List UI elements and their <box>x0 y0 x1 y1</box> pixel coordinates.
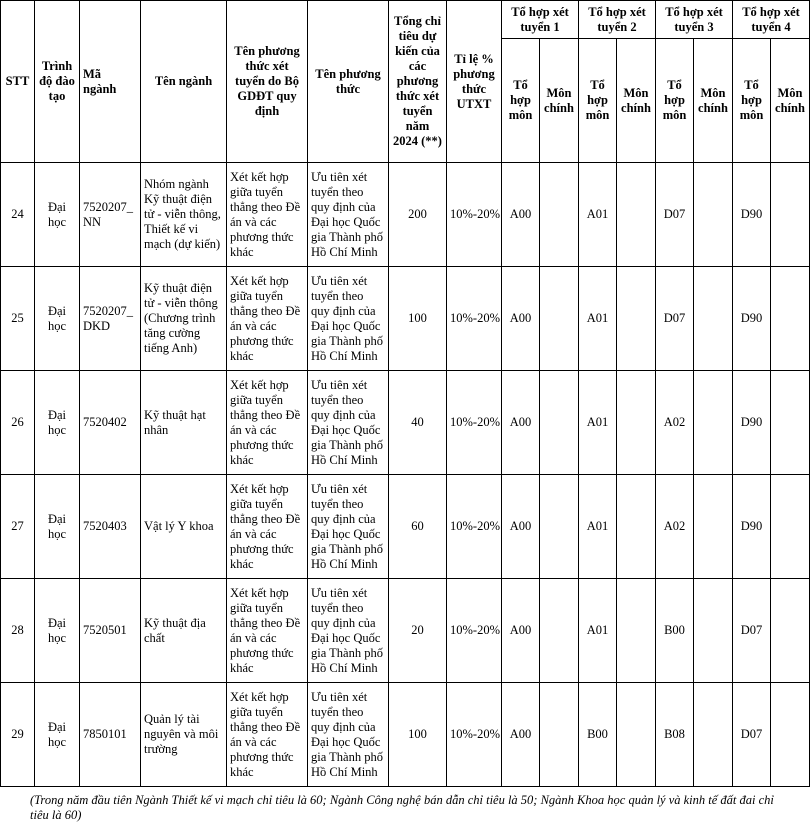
cell-ma-nganh: 7850101 <box>80 683 141 787</box>
subheader-mon-chinh: Môn chính <box>617 39 656 163</box>
cell-ma-nganh: 7520403 <box>80 475 141 579</box>
header-stt: STT <box>1 1 35 163</box>
cell-to-hop-4: D07 <box>733 579 771 683</box>
cell-ten-nganh: Vật lý Y khoa <box>141 475 227 579</box>
cell-to-hop-4: D90 <box>733 267 771 371</box>
header-ti-le: Tỉ lệ % phương thức UTXT <box>447 1 502 163</box>
subheader-mon-chinh: Môn chính <box>771 39 810 163</box>
cell-pt-bo: Xét kết hợp giữa tuyển thẳng theo Đề án và các phương thức khác <box>227 683 308 787</box>
cell-mon-chinh-4 <box>771 475 810 579</box>
cell-chi-tieu: 20 <box>389 579 447 683</box>
table-row <box>1 475 810 579</box>
header-trinh-do: Trình độ đào tạo <box>35 1 80 163</box>
cell-trinh-do: Đại học <box>35 475 80 579</box>
cell-pt: Ưu tiên xét tuyển theo quy định của Đại học Quốc gia Thành phố Hồ Chí Minh <box>308 683 389 787</box>
cell-mon-chinh-3 <box>694 579 733 683</box>
cell-pt-bo: Xét kết hợp giữa tuyển thẳng theo Đề án và các phương thức khác <box>227 579 308 683</box>
cell-mon-chinh-1 <box>540 475 579 579</box>
cell-trinh-do: Đại học <box>35 163 80 267</box>
cell-chi-tieu: 100 <box>389 683 447 787</box>
cell-ten-nganh: Kỹ thuật địa chất <box>141 579 227 683</box>
cell-pt: Ưu tiên xét tuyển theo quy định của Đại học Quốc gia Thành phố Hồ Chí Minh <box>308 163 389 267</box>
cell-trinh-do: Đại học <box>35 579 80 683</box>
cell-ti-le: 10%-20% <box>447 371 502 475</box>
cell-ti-le: 10%-20% <box>447 579 502 683</box>
cell-to-hop-2: A01 <box>579 163 617 267</box>
cell-ten-nganh: Kỹ thuật điện tử - viễn thông (Chương trình tăng cường tiếng Anh) <box>141 267 227 371</box>
cell-mon-chinh-2 <box>617 475 656 579</box>
cell-to-hop-4: D90 <box>733 163 771 267</box>
cell-ten-nganh: Nhóm ngành Kỹ thuật điện tử - viễn thông, Thiết kế vi mạch (dự kiến) <box>141 163 227 267</box>
cell-pt-bo: Xét kết hợp giữa tuyển thẳng theo Đề án và các phương thức khác <box>227 267 308 371</box>
cell-ma-nganh: 7520207_ NN <box>80 163 141 267</box>
cell-ten-nganh: Kỹ thuật hạt nhân <box>141 371 227 475</box>
footnote: (Trong năm đầu tiên Ngành Thiết kế vi mạch chỉ tiêu là 60; Ngành Công nghệ bán dẫn chỉ tiêu là 50; Ngành Khoa học quản lý và kinh tế đất đai chỉ tiêu là 60) <box>30 793 774 822</box>
cell-ma-nganh: 7520501 <box>80 579 141 683</box>
cell-mon-chinh-3 <box>694 267 733 371</box>
header-to-hop-4: Tổ hợp xét tuyển 4 <box>733 1 810 39</box>
cell-ti-le: 10%-20% <box>447 267 502 371</box>
cell-mon-chinh-1 <box>540 683 579 787</box>
cell-pt: Ưu tiên xét tuyển theo quy định của Đại học Quốc gia Thành phố Hồ Chí Minh <box>308 579 389 683</box>
header-ten-phuong-thuc-bo: Tên phương thức xét tuyển do Bộ GDĐT quy định <box>227 1 308 163</box>
header-tong-chi-tieu: Tổng chỉ tiêu dự kiến của các phương thức xét tuyển năm 2024 (**) <box>389 1 447 163</box>
header-ten-nganh: Tên ngành <box>141 1 227 163</box>
header-to-hop-1: Tổ hợp xét tuyển 1 <box>502 1 579 39</box>
cell-pt-bo: Xét kết hợp giữa tuyển thẳng theo Đề án và các phương thức khác <box>227 475 308 579</box>
cell-mon-chinh-4 <box>771 267 810 371</box>
cell-to-hop-2: B00 <box>579 683 617 787</box>
cell-trinh-do: Đại học <box>35 267 80 371</box>
cell-chi-tieu: 40 <box>389 371 447 475</box>
cell-mon-chinh-2 <box>617 683 656 787</box>
cell-to-hop-2: A01 <box>579 267 617 371</box>
cell-to-hop-1: A00 <box>502 579 540 683</box>
cell-pt: Ưu tiên xét tuyển theo quy định của Đại học Quốc gia Thành phố Hồ Chí Minh <box>308 371 389 475</box>
table-row <box>1 683 810 787</box>
header-ma-nganh: Mã ngành <box>80 1 141 163</box>
cell-mon-chinh-3 <box>694 475 733 579</box>
table-row <box>1 371 810 475</box>
cell-to-hop-3: D07 <box>656 267 694 371</box>
subheader-to-hop-mon: Tổ hợp môn <box>733 39 771 163</box>
cell-ten-nganh: Quản lý tài nguyên và môi trường <box>141 683 227 787</box>
cell-pt: Ưu tiên xét tuyển theo quy định của Đại học Quốc gia Thành phố Hồ Chí Minh <box>308 267 389 371</box>
cell-mon-chinh-2 <box>617 267 656 371</box>
cell-ma-nganh: 7520207_ DKD <box>80 267 141 371</box>
header-ten-phuong-thuc: Tên phương thức <box>308 1 389 163</box>
cell-mon-chinh-1 <box>540 371 579 475</box>
cell-to-hop-3: D07 <box>656 163 694 267</box>
cell-ti-le: 10%-20% <box>447 475 502 579</box>
cell-chi-tieu: 60 <box>389 475 447 579</box>
cell-mon-chinh-2 <box>617 579 656 683</box>
cell-stt: 28 <box>1 579 35 683</box>
cell-trinh-do: Đại học <box>35 683 80 787</box>
cell-stt: 24 <box>1 163 35 267</box>
cell-pt: Ưu tiên xét tuyển theo quy định của Đại học Quốc gia Thành phố Hồ Chí Minh <box>308 475 389 579</box>
cell-ti-le: 10%-20% <box>447 683 502 787</box>
cell-mon-chinh-1 <box>540 267 579 371</box>
cell-stt: 26 <box>1 371 35 475</box>
cell-mon-chinh-3 <box>694 371 733 475</box>
cell-mon-chinh-4 <box>771 579 810 683</box>
cell-to-hop-3: A02 <box>656 475 694 579</box>
cell-to-hop-1: A00 <box>502 371 540 475</box>
cell-to-hop-3: B08 <box>656 683 694 787</box>
cell-ma-nganh: 7520402 <box>80 371 141 475</box>
cell-to-hop-2: A01 <box>579 579 617 683</box>
cell-trinh-do: Đại học <box>35 371 80 475</box>
cell-mon-chinh-2 <box>617 371 656 475</box>
cell-pt-bo: Xét kết hợp giữa tuyển thẳng theo Đề án và các phương thức khác <box>227 163 308 267</box>
cell-to-hop-1: A00 <box>502 163 540 267</box>
table-row <box>1 579 810 683</box>
subheader-to-hop-mon: Tổ hợp môn <box>656 39 694 163</box>
cell-chi-tieu: 200 <box>389 163 447 267</box>
subheader-mon-chinh: Môn chính <box>540 39 579 163</box>
cell-mon-chinh-4 <box>771 163 810 267</box>
table-row <box>1 267 810 371</box>
cell-stt: 29 <box>1 683 35 787</box>
cell-chi-tieu: 100 <box>389 267 447 371</box>
table-row <box>1 163 810 267</box>
cell-to-hop-2: A01 <box>579 371 617 475</box>
cell-to-hop-1: A00 <box>502 267 540 371</box>
subheader-to-hop-mon: Tổ hợp môn <box>579 39 617 163</box>
cell-mon-chinh-1 <box>540 163 579 267</box>
cell-to-hop-3: A02 <box>656 371 694 475</box>
cell-ti-le: 10%-20% <box>447 163 502 267</box>
cell-stt: 27 <box>1 475 35 579</box>
header-to-hop-2: Tổ hợp xét tuyển 2 <box>579 1 656 39</box>
cell-mon-chinh-3 <box>694 683 733 787</box>
header-to-hop-3: Tổ hợp xét tuyển 3 <box>656 1 733 39</box>
subheader-to-hop-mon: Tổ hợp môn <box>502 39 540 163</box>
cell-mon-chinh-3 <box>694 163 733 267</box>
cell-to-hop-2: A01 <box>579 475 617 579</box>
cell-mon-chinh-4 <box>771 371 810 475</box>
cell-to-hop-4: D07 <box>733 683 771 787</box>
cell-to-hop-4: D90 <box>733 475 771 579</box>
cell-to-hop-1: A00 <box>502 683 540 787</box>
cell-mon-chinh-4 <box>771 683 810 787</box>
cell-stt: 25 <box>1 267 35 371</box>
cell-to-hop-1: A00 <box>502 475 540 579</box>
cell-mon-chinh-1 <box>540 579 579 683</box>
cell-pt-bo: Xét kết hợp giữa tuyển thẳng theo Đề án và các phương thức khác <box>227 371 308 475</box>
subheader-mon-chinh: Môn chính <box>694 39 733 163</box>
cell-to-hop-4: D90 <box>733 371 771 475</box>
cell-to-hop-3: B00 <box>656 579 694 683</box>
cell-mon-chinh-2 <box>617 163 656 267</box>
